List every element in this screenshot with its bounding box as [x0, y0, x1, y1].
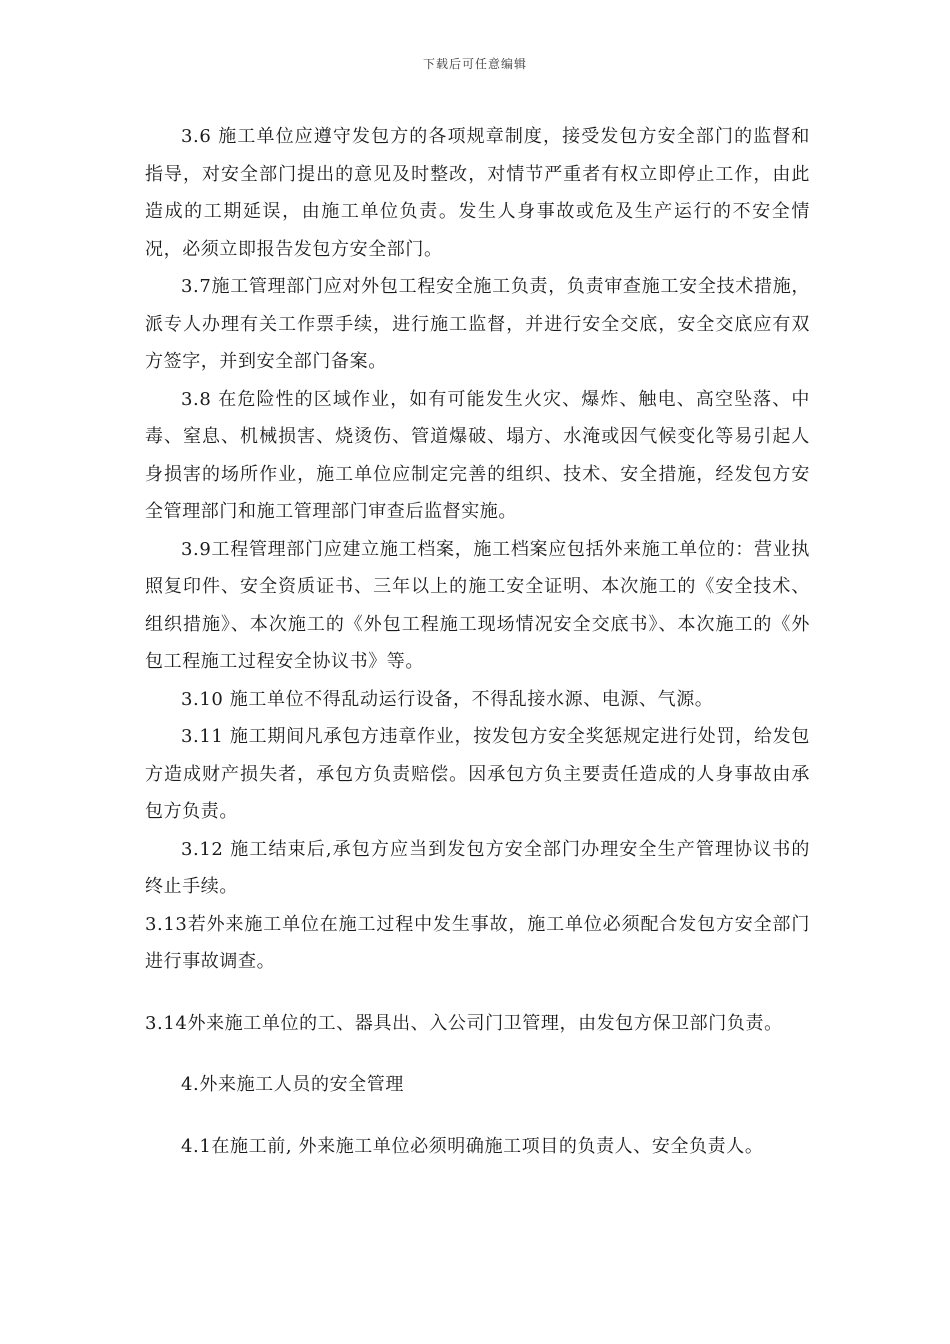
- document-body: [145, 118, 810, 1165]
- paragraph-3-14: 3.14外来施工单位的工、器具出、入公司门卫管理，由发包方保卫部门负责。: [145, 1012, 783, 1034]
- paragraph-3-12: 3.12 施工结束后,承包方应当到发包方安全部门办理安全生产管理协议书的终止手续。: [145, 838, 810, 897]
- paragraph-3-8: 3.8 在危险性的区域作业，如有可能发生火灾、爆炸、触电、高空坠落、中毒、窒息、机械损害、烧烫伤、管道爆破、塌方、水淹或因气候变化等易引起人身损害的场所作业，施工单位应制定完善的组织、技术、安全措施，经发包方安全管理部门和施工管理部门审查后监督实施。: [145, 388, 810, 522]
- paragraph-3-13: 3.13若外来施工单位在施工过程中发生事故，施工单位必须配合发包方安全部门进行事故调查。: [145, 913, 810, 972]
- paragraph-3-9: 3.9工程管理部门应建立施工档案，施工档案应包括外来施工单位的：营业执照复印件、安全资质证书、三年以上的施工安全证明、本次施工的《安全技术、组织措施》、本次施工的《外包工程施工现场情况安全交底书》、本次施工的《外包工程施工过程安全协议书》等。: [145, 538, 810, 672]
- page-header: 下载后可任意编辑: [422, 57, 527, 71]
- paragraph-3-7: 3.7施工管理部门应对外包工程安全施工负责，负责审查施工安全技术措施，派专人办理有关工作票手续，进行施工监督，并进行安全交底，安全交底应有双方签字，并到安全部门备案。: [145, 276, 810, 372]
- paragraph-3-10: 3.10 施工单位不得乱动运行设备，不得乱接水源、电源、气源。: [181, 688, 714, 710]
- paragraph-3-6: 3.6 施工单位应遵守发包方的各项规章制度，接受发包方安全部门的监督和指导，对安全部门提出的意见及时整改，对情节严重者有权立即停止工作，由此造成的工期延误，由施工单位负责。发生人身事故或危及生产运行的不安全情况，必须立即报告发包方安全部门。: [145, 126, 810, 260]
- section-heading-4: 4.外来施工人员的安全管理: [181, 1074, 404, 1095]
- paragraph-3-11: 3.11 施工期间凡承包方违章作业，按发包方安全奖惩规定进行处罚，给发包方造成财产损失者，承包方负责赔偿。因承包方负主要责任造成的人身事故由承包方负责。: [145, 726, 810, 822]
- paragraph-4-1: 4.1在施工前, 外来施工单位必须明确施工项目的负责人、安全负责人。: [181, 1135, 764, 1157]
